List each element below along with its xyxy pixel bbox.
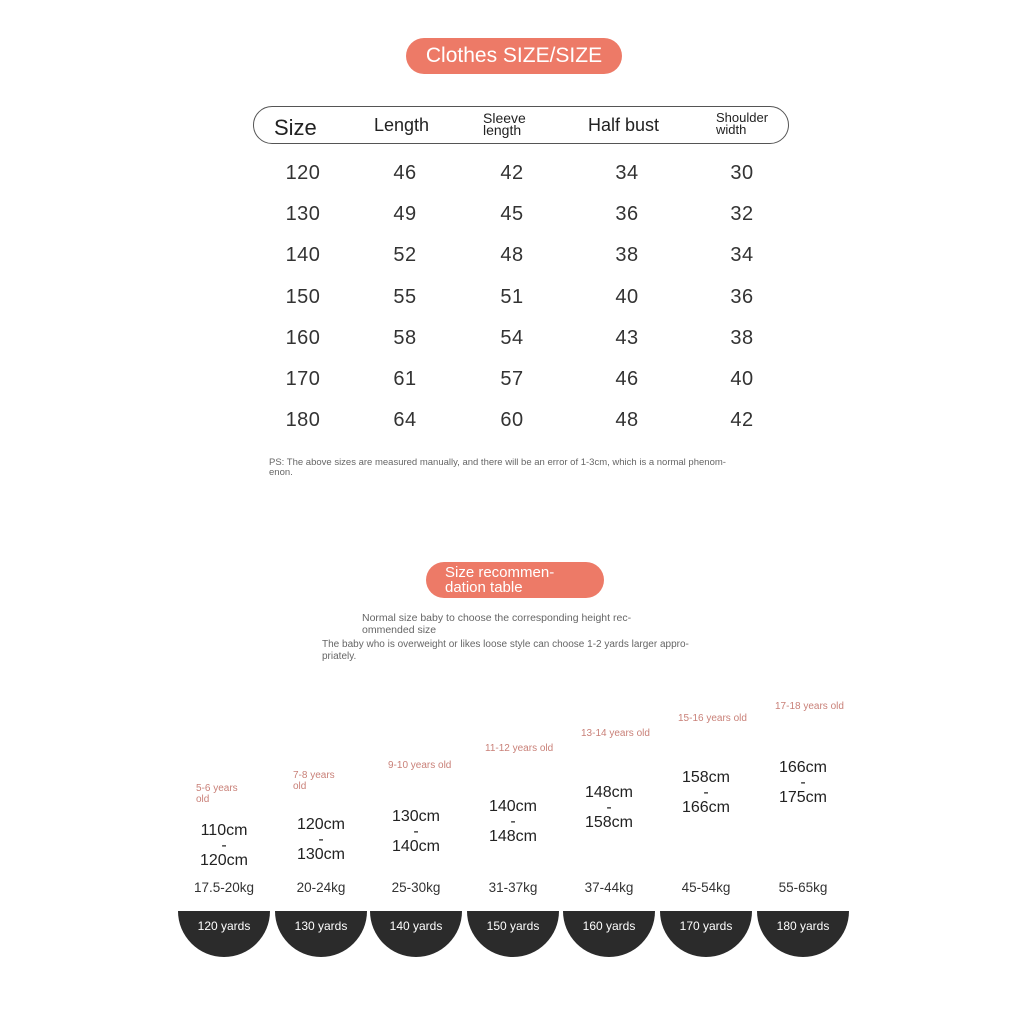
height-min: 148cm <box>584 784 634 801</box>
cell-length: 46 <box>393 162 417 184</box>
height-separator: - <box>318 831 324 848</box>
header-shoulder-width <box>716 112 768 136</box>
height-min: 120cm <box>296 816 346 833</box>
height-min: 110cm <box>200 822 248 839</box>
cell-half-bust: 36 <box>615 203 639 226</box>
height-range <box>184 823 264 868</box>
reco-line-3: The baby who is overweight or likes loose style can choose 1-2 yards larger appro- <box>322 639 689 650</box>
height-min: 158cm <box>681 769 731 786</box>
weight-range: 45-54kg <box>681 880 731 895</box>
weight-range: 37-44kg <box>584 880 634 895</box>
reco-normal-text <box>362 612 631 636</box>
yard-label: 180 yards <box>776 919 830 933</box>
age-line-2: old <box>293 781 307 792</box>
age-label <box>581 728 661 739</box>
cell-shoulder-width: 42 <box>730 409 754 432</box>
weight-range: 55-65kg <box>778 880 828 895</box>
header-shoulder-line-2: width <box>716 122 747 137</box>
cell-shoulder-width: 40 <box>730 368 754 390</box>
yard-label: 170 yards <box>679 919 733 933</box>
yard-label: 120 yards <box>197 919 251 933</box>
recommendation-title-badge <box>426 562 604 598</box>
note-line-1: PS: The above sizes are measured manually, and there will be an error of 1-3cm, which is a normal phenom- <box>269 457 726 468</box>
cell-sleeve-length: 60 <box>500 409 524 432</box>
header-sleeve-length <box>483 112 526 136</box>
cell-length: 61 <box>393 368 417 390</box>
cell-size: 180 <box>285 409 321 432</box>
cell-half-bust: 46 <box>615 368 639 390</box>
cell-sleeve-length: 42 <box>500 162 524 184</box>
cell-size: 170 <box>285 368 321 390</box>
yard-badge <box>660 911 752 957</box>
cell-length: 49 <box>393 203 417 226</box>
height-separator: - <box>606 799 612 816</box>
header-length: Length <box>374 115 430 135</box>
yard-badge <box>178 911 270 957</box>
cell-half-bust: 40 <box>615 285 639 308</box>
age-line-1: 9-10 years old <box>388 760 452 771</box>
reco-title-line-1: Size recommen- <box>445 564 555 581</box>
cell-size: 140 <box>285 244 321 267</box>
height-range <box>666 770 746 815</box>
weight-range: 31-37kg <box>488 880 538 895</box>
weight-range: 20-24kg <box>296 880 346 895</box>
note-line-2: enon. <box>269 467 293 478</box>
cell-shoulder-width: 32 <box>730 203 754 226</box>
title-badge <box>406 38 622 74</box>
reco-title-line-2: dation table <box>445 579 523 596</box>
cell-shoulder-width: 36 <box>730 285 754 308</box>
cell-shoulder-width: 34 <box>730 244 754 267</box>
age-line-1: 15-16 years old <box>678 713 747 724</box>
yard-badge <box>757 911 849 957</box>
height-range <box>376 809 456 854</box>
age-line-1: 17-18 years old <box>775 701 844 712</box>
reco-line-2: ommended size <box>362 624 437 636</box>
cell-sleeve-length: 45 <box>500 203 524 226</box>
height-min: 140cm <box>488 798 538 815</box>
height-max: 175cm <box>778 789 828 806</box>
age-line-1: 11-12 years old <box>485 743 554 754</box>
cell-length: 55 <box>393 285 417 308</box>
yard-badge <box>563 911 655 957</box>
cell-shoulder-width: 38 <box>730 326 754 349</box>
cell-sleeve-length: 54 <box>500 326 524 349</box>
age-line-1: 5-6 years <box>196 783 238 794</box>
age-line-1: 7-8 years <box>293 770 335 781</box>
cell-half-bust: 38 <box>615 244 639 267</box>
cell-length: 58 <box>393 326 417 349</box>
yard-badge <box>370 911 462 957</box>
age-line-2: old <box>196 794 210 805</box>
yard-label: 140 yards <box>389 919 443 933</box>
weight-range: 17.5-20kg <box>193 880 255 895</box>
height-range <box>281 817 361 862</box>
reco-line-1: Normal size baby to choose the corresponding height rec- <box>362 612 632 624</box>
height-max: 158cm <box>584 814 634 831</box>
height-separator: - <box>510 813 516 830</box>
header-size: Size <box>274 115 317 140</box>
cell-size: 150 <box>285 285 321 308</box>
table-header <box>253 106 789 144</box>
age-label <box>293 770 373 792</box>
yard-label: 130 yards <box>294 919 348 933</box>
height-max: 140cm <box>391 838 441 855</box>
reco-overweight-text <box>322 639 689 663</box>
height-separator: - <box>800 774 806 791</box>
cell-size: 160 <box>285 326 321 349</box>
age-label <box>388 760 468 771</box>
header-shoulder-line-1: Shoulder <box>716 110 769 125</box>
yard-badge <box>467 911 559 957</box>
age-label <box>196 783 276 805</box>
age-label <box>775 701 855 712</box>
cell-half-bust: 34 <box>615 162 639 184</box>
height-min: 166cm <box>778 759 828 776</box>
height-max: 166cm <box>681 799 731 816</box>
height-range <box>763 760 843 805</box>
measurement-note <box>269 458 769 478</box>
age-label <box>678 713 758 724</box>
height-separator: - <box>703 784 709 801</box>
header-sleeve-line-1: Sleeve <box>483 110 526 126</box>
height-separator: - <box>413 823 419 840</box>
height-range <box>569 785 649 830</box>
yard-label: 150 yards <box>486 919 540 933</box>
reco-line-4: priately. <box>322 651 357 662</box>
header-half-bust: Half bust <box>588 115 660 135</box>
height-max: 148cm <box>488 828 538 845</box>
cell-sleeve-length: 57 <box>500 368 524 390</box>
height-range <box>473 799 553 844</box>
height-max: 130cm <box>296 846 346 863</box>
cell-length: 52 <box>393 244 417 267</box>
cell-size: 120 <box>285 162 321 184</box>
page-title: Clothes SIZE/SIZE <box>425 44 603 67</box>
height-max: 120cm <box>199 852 249 869</box>
cell-length: 64 <box>393 409 417 432</box>
height-min: 130cm <box>391 808 441 825</box>
cell-half-bust: 48 <box>615 409 639 432</box>
yard-badge <box>275 911 367 957</box>
age-line-1: 13-14 years old <box>581 728 650 739</box>
cell-size: 130 <box>285 203 321 226</box>
age-label <box>485 743 565 754</box>
cell-shoulder-width: 30 <box>730 162 754 184</box>
yard-label: 160 yards <box>582 919 636 933</box>
height-separator: - <box>221 837 227 854</box>
cell-sleeve-length: 48 <box>500 244 524 267</box>
cell-half-bust: 43 <box>615 326 639 349</box>
cell-sleeve-length: 51 <box>500 285 524 308</box>
weight-range: 25-30kg <box>391 880 441 895</box>
header-sleeve-line-2: length <box>483 122 522 138</box>
